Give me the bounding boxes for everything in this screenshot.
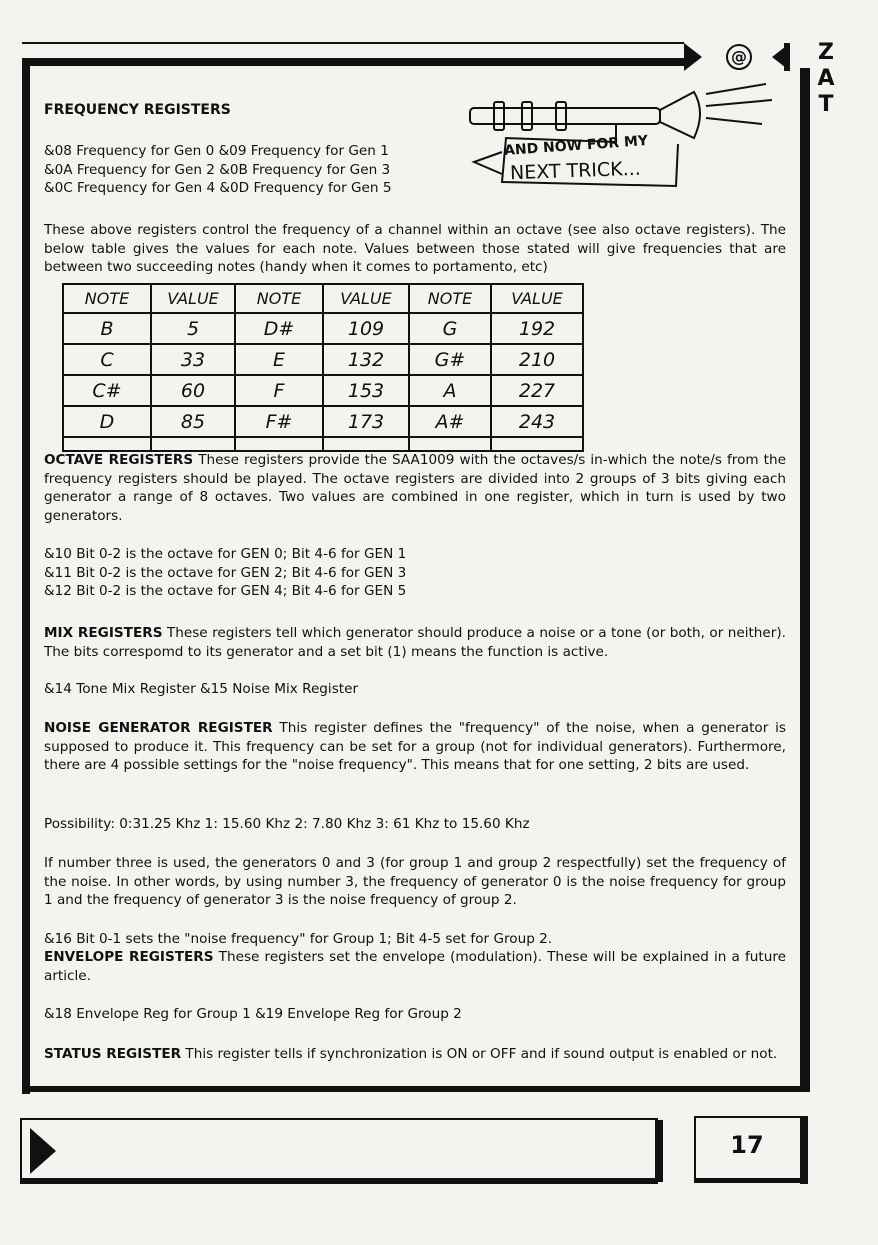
frequency-register-list	[44, 142, 464, 198]
octave-registers-paragraph	[44, 451, 786, 525]
table-cell: 109	[323, 313, 409, 344]
table-cell: G	[409, 313, 491, 344]
column-header: VALUE	[323, 284, 409, 313]
envelope-registers-heading: ENVELOPE REGISTERS	[44, 949, 214, 965]
table-cell: D	[63, 406, 151, 437]
frame-bottom	[22, 1086, 808, 1092]
octave-registers-heading: OCTAVE REGISTERS	[44, 452, 194, 468]
header-rule-thick	[22, 58, 684, 66]
table-cell: D#	[235, 313, 323, 344]
mix-registers-heading: MIX REGISTERS	[44, 625, 163, 641]
register-line: &12 Bit 0-2 is the octave for GEN 4; Bit 4-6 for GEN 5	[44, 583, 407, 600]
footer-bar-shadow	[20, 1178, 663, 1182]
table-cell: E	[235, 344, 323, 375]
page-box-shadow	[694, 1178, 808, 1183]
table-cell: C	[63, 344, 151, 375]
register-line: &0C Frequency for Gen 4 &0D Frequency for Gen 5	[44, 180, 392, 197]
status-register-text: This register tells if synchronization is ON or OFF and if sound output is enabled or not.	[181, 1046, 778, 1062]
register-line: &10 Bit 0-2 is the octave for GEN 0; Bit 4-6 for GEN 1	[44, 546, 407, 562]
table-row	[63, 375, 583, 406]
table-row	[63, 406, 583, 437]
mix-registers-paragraph	[44, 624, 786, 661]
header-rule	[22, 42, 684, 44]
column-header: NOTE	[235, 284, 323, 313]
page-box-shadow	[800, 1116, 808, 1184]
footer-bar-shadow	[655, 1120, 663, 1182]
envelope-registers-text: These registers set the envelope (modulation). These will be explained in a future article.	[44, 949, 786, 984]
register-line: &08 Frequency for Gen 0 &09 Frequency for Gen 1	[44, 143, 389, 159]
table-row	[63, 344, 583, 375]
status-register-paragraph	[44, 1045, 786, 1064]
table-cell: 173	[323, 406, 409, 437]
next-arrow-icon	[684, 43, 702, 71]
envelope-registers-paragraph	[44, 948, 786, 985]
mix-register-line: &14 Tone Mix Register &15 Noise Mix Register	[44, 681, 359, 697]
octave-register-list	[44, 545, 786, 601]
cartoon-caption-line1: AND NOW FOR MY	[503, 132, 649, 160]
frequency-description: These above registers control the frequency of a channel within an octave (see also octave registers). The below table gives the values for each note. Values between those stated will give frequencies that are between two succeeding notes (handy when it comes to portamento, etc)	[44, 222, 786, 276]
table-cell: 33	[151, 344, 235, 375]
footer-bar	[20, 1118, 658, 1184]
register-line: &11 Bit 0-2 is the octave for GEN 2; Bit 4-6 for GEN 3	[44, 564, 407, 581]
frequency-registers-heading: FREQUENCY REGISTERS	[44, 102, 231, 118]
column-header: VALUE	[151, 284, 235, 313]
table-cell: A#	[409, 406, 491, 437]
table-cell: 85	[151, 406, 235, 437]
table-cell: C#	[63, 375, 151, 406]
column-header: VALUE	[491, 284, 583, 313]
table-cell: F	[235, 375, 323, 406]
noise-register-text: This register defines the "frequency" of the noise, when a generator is supposed to produce it. This frequency can be set for a group (not for individual generators). Furthermore, there are 4 possible settings for the "noise frequency". This means that for one setting, 2 bits are used.	[44, 720, 786, 774]
table-cell: G#	[409, 344, 491, 375]
table-cell: 243	[491, 406, 583, 437]
table-cell: 132	[323, 344, 409, 375]
side-letter: A	[817, 66, 835, 91]
status-register-heading: STATUS REGISTER	[44, 1046, 182, 1062]
frame-right	[800, 68, 810, 1092]
table-header-row	[63, 284, 583, 313]
magazine-logo-icon: @	[726, 44, 752, 70]
table-cell: A	[409, 375, 491, 406]
noise-register-heading: NOISE GENERATOR REGISTER	[44, 720, 273, 736]
table-row	[63, 313, 583, 344]
table-cell: 227	[491, 375, 583, 406]
noise-explanation-paragraph: If number three is used, the generators 0 and 3 (for group 1 and group 2 respectfully) set the frequency of the noise. In other words, by using number 3, the frequency of generator 0 is the noise frequency for group 1 and the frequency of generator 3 is the noise frequency of group 2.	[44, 855, 786, 909]
cartoon-caption-line2: NEXT TRICK...	[509, 157, 642, 185]
table-cell: 5	[151, 313, 235, 344]
octave-registers-text: These registers provide the SAA1009 with the octaves/s in-which the note/s from the frequency registers should be played. The octave registers are divided into 2 groups of 3 bits giving each generator a range of 8 octaves. Two values are combined in one register, which in turn is used by two generators.	[44, 452, 786, 524]
page-number: 17	[730, 1131, 764, 1159]
magazine-side-label	[814, 40, 838, 118]
side-letter: Z	[818, 40, 834, 65]
table-empty-row	[63, 437, 583, 451]
footer-arrow-icon	[30, 1128, 56, 1174]
side-letter: T	[818, 92, 834, 117]
prev-arrow-icon	[772, 43, 790, 71]
column-header: NOTE	[409, 284, 491, 313]
table-cell: 210	[491, 344, 583, 375]
noise-possibility-line: Possibility: 0:31.25 Khz 1: 15.60 Khz 2: 7.80 Khz 3: 61 Khz to 15.60 Khz	[44, 816, 530, 832]
envelope-register-line: &18 Envelope Reg for Group 1 &19 Envelope Reg for Group 2	[44, 1006, 462, 1022]
mix-registers-text: These registers tell which generator should produce a noise or a tone (or both, or neither). The bits correspomd to its generator and a set bit (1) means the function is active.	[44, 625, 787, 660]
register-line: &0A Frequency for Gen 2 &0B Frequency for Gen 3	[44, 161, 391, 178]
noise-register-line: &16 Bit 0-1 sets the "noise frequency" for Group 1; Bit 4-5 set for Group 2.	[44, 931, 553, 947]
note-value-table	[62, 283, 584, 452]
frame-left	[22, 58, 30, 1094]
table-cell: F#	[235, 406, 323, 437]
table-cell: B	[63, 313, 151, 344]
table-cell: 153	[323, 375, 409, 406]
table-cell: 192	[491, 313, 583, 344]
column-header: NOTE	[63, 284, 151, 313]
noise-register-paragraph	[44, 719, 786, 775]
table-cell: 60	[151, 375, 235, 406]
